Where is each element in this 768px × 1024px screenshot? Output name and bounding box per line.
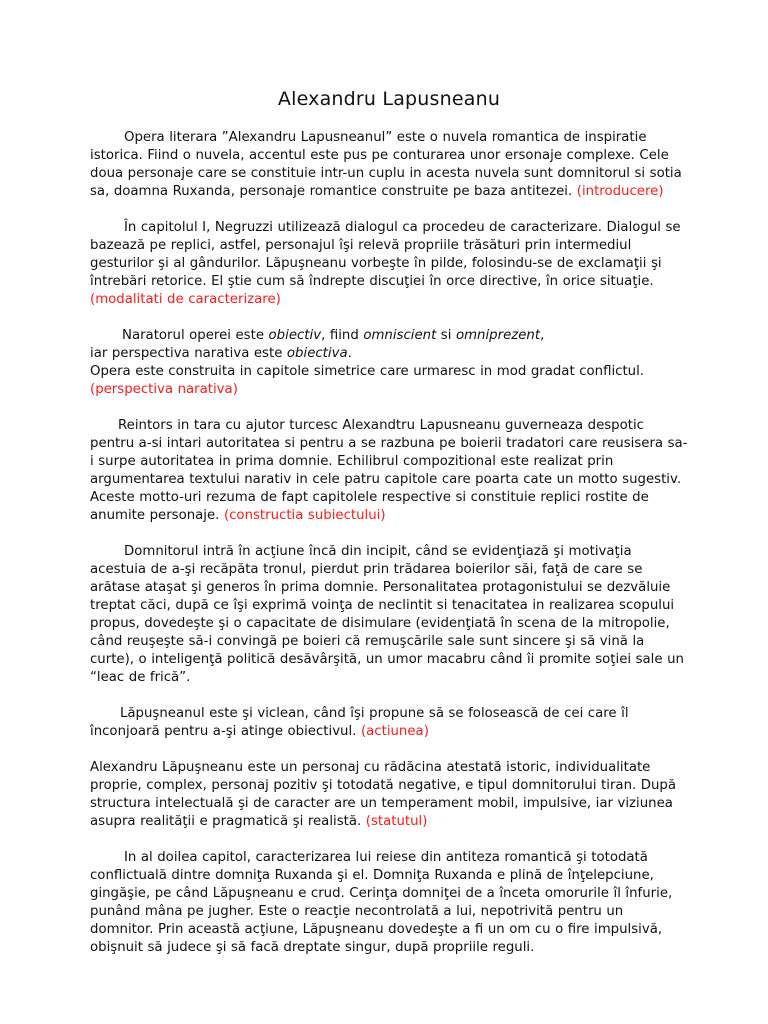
text-run: , [540,328,545,343]
text-run: iar perspectiva narativa este [90,346,287,361]
section-tag: (modalitati de caracterizare) [90,292,281,307]
paragraph-constructia [90,417,688,525]
document-title: Alexandru Lapusneanu [277,88,501,110]
paragraph-text: Reintors in tara cu ajutor turcesc Alexandtru Lapusneanu guverneaza despotic pentru a-si intari autoritatea si pentru a se razbuna pe boierii tradatori care reusisera sa-i surpe autoritatea in prima domnie. Echilibrul compozitional este realizat prin argumentarea textului narativ in cele patru capitole care poarta cate un motto sugestiv. Aceste motto-uri rezuma de fapt capitolele respective si constituie replici rostite de anumite personaje. [90,418,688,523]
paragraph-domnitorul [90,543,688,687]
text-run: si [436,328,456,343]
paragraph-actiunea [90,705,688,741]
section-tag: (constructia subiectului) [223,508,386,523]
paragraph-line [90,345,688,363]
italic-term: obiectiv [268,328,322,343]
paragraph-capitolul-doi [90,849,688,957]
paragraph-introducere [90,129,688,201]
text-run: , fiind [321,328,364,343]
paragraph-line [90,327,688,345]
text-run: Naratorul operei este [122,328,269,343]
section-tag: (introducere) [576,184,664,199]
italic-term: obiectiva [286,346,348,361]
paragraph-text: Lăpuşneanul este şi viclean, când îşi propune să se folosească de cei care îl înconjoară pentru a-şi atinge obiectivul. [90,706,629,739]
paragraph-text: În capitolul I, Negruzzi utilizează dialogul ca procedeu de caracterizare. Dialogul se bazează pe replici, astfel, personajul îşi relevă propriile trăsături prin intermediul gesturilor şi al gândurilor. Lăpuşneanu vorbeşte în pilde, folosindu-se de exclamaţii şi întrebări retorice. El ştie cum să îndrepte discuţiei în orce directive, în orice situaţie. [90,220,681,289]
section-tag: (actiunea) [360,724,429,739]
paragraph-modalitati [90,219,688,309]
section-tag: (statutul) [365,814,428,829]
text-run: . [347,346,352,361]
paragraph-text: In al doilea capitol, caracterizarea lui reiese din antiteza romantică şi totodată conflictuală dintre domniţa Ruxanda şi el. Domniţa Ruxanda e plină de înţelepciune, gingăşie, pe când Lăpuşneanu e crud. Cerinţa domniţei de a înceta omorurile îl înfurie, punând mâna pe jugher. Este o reacţie necontrolată a lui, nepotrivită pentru un domnitor. Prin această acţiune, Lăpuşneanu dovedeşte a fi un om cu o fire impulsivă, obişnuit să judece şi să facă dreptate singur, după propriile reguli. [90,850,673,955]
paragraph-line: Opera este construita in capitole simetrice care urmaresc in mod gradat conflictul. [90,364,645,379]
section-tag: (perspectiva narativa) [90,382,238,397]
italic-term: omniscient [363,328,437,343]
paragraph-perspectiva [90,327,688,399]
paragraph-statutul [90,759,688,831]
paragraph-text: Domnitorul intră în acţiune încă din incipit, când se evidenţiază şi motivaţia acestuia de a-şi recăpăta tronul, pierdut prin trădarea boierilor săi, faţă de care se arătase ataşat şi generos în prima domnie. Personalitatea protagonistului se dezvăluie treptat căci, după ce îşi exprimă voinţa de neclintit si tenacitatea in realizarea scopului propus, dovedeşte şi o capacitate de disimulare (evidenţiată în scena de la mitropolie, când reuşeşte să-i convingă pe boieri că remuşcările sale sunt sincere şi să vină la curte), o inteligenţă politică desăvârşită, un umor macabru când îi promite soţiei sale un “leac de frică”. [90,544,684,685]
paragraph-text: Opera literara ”Alexandru Lapusneanul” este o nuvela romantica de inspiratie istorica. Fiind o nuvela, accentul este pus pe conturarea unor ersonaje complexe. Cele doua personaje care se constituie intr-un cuplu in acesta nuvela sunt domnitorul si sotia sa, doamna Ruxanda, personaje romantice construite pe baza antitezei. [90,130,682,199]
paragraph-text: Alexandru Lăpuşneanu este un personaj cu rădăcina atestată istoric, individualitate proprie, complex, personaj pozitiv şi totodată negative, e tipul domnitorului tiran. După structura intelectuală şi de caracter are un temperament mobil, impulsive, iar viziunea asupra realităţii e pragmatică şi realistă. [90,760,677,829]
italic-term: omniprezent [455,328,541,343]
